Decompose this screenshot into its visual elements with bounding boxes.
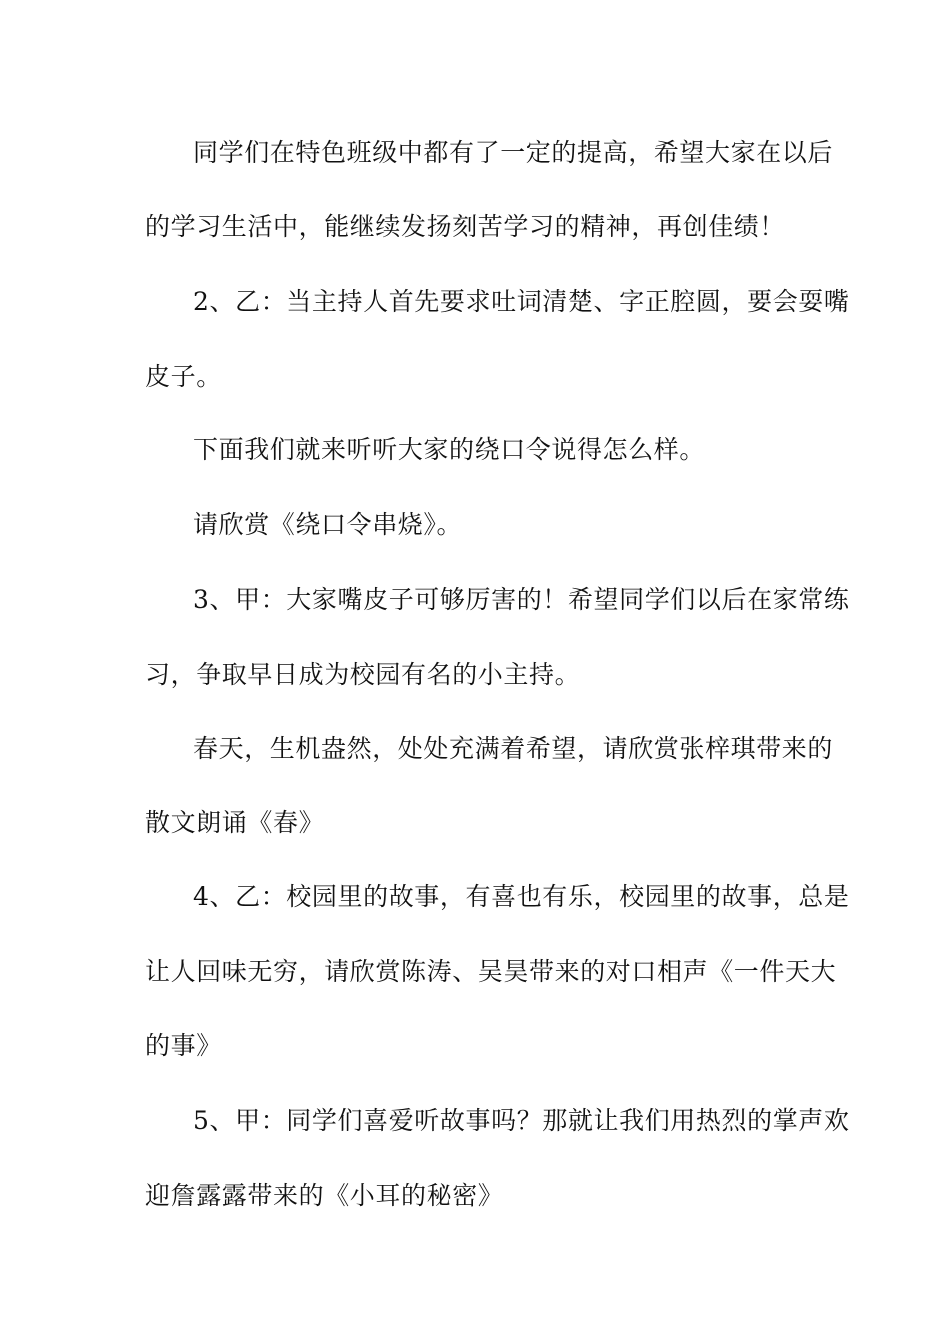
paragraph-line: 2、乙：当主持人首先要求吐词清楚、字正腔圆，要会耍嘴	[193, 287, 850, 316]
paragraph-line: 散文朗诵《春》	[145, 808, 325, 837]
paragraph-line: 的事》	[145, 1031, 222, 1060]
paragraph-line: 皮子。	[145, 362, 222, 391]
paragraph-line: 3、甲：大家嘴皮子可够厉害的！希望同学们以后在家常练	[193, 585, 850, 614]
paragraph-line: 请欣赏《绕口令串烧》。	[193, 510, 463, 539]
paragraph-line: 迎詹露露带来的《小耳的秘密》	[145, 1181, 504, 1210]
paragraph-line: 4、乙：校园里的故事，有喜也有乐，校园里的故事，总是	[193, 882, 850, 911]
paragraph-line: 让人回味无穷，请欣赏陈涛、吴昊带来的对口相声《一件天大	[145, 957, 837, 986]
paragraph-line: 下面我们就来听听大家的绕口令说得怎么样。	[193, 435, 706, 464]
paragraph-line: 习，争取早日成为校园有名的小主持。	[145, 660, 581, 689]
paragraph-line: 的学习生活中，能继续发扬刻苦学习的精神，再创佳绩！	[145, 212, 786, 241]
paragraph-line: 5、甲：同学们喜爱听故事吗？那就让我们用热烈的掌声欢	[193, 1106, 850, 1135]
paragraph-line: 春天，生机盎然，处处充满着希望，请欣赏张梓琪带来的	[193, 734, 834, 763]
paragraph-line: 同学们在特色班级中都有了一定的提高，希望大家在以后	[193, 138, 834, 167]
